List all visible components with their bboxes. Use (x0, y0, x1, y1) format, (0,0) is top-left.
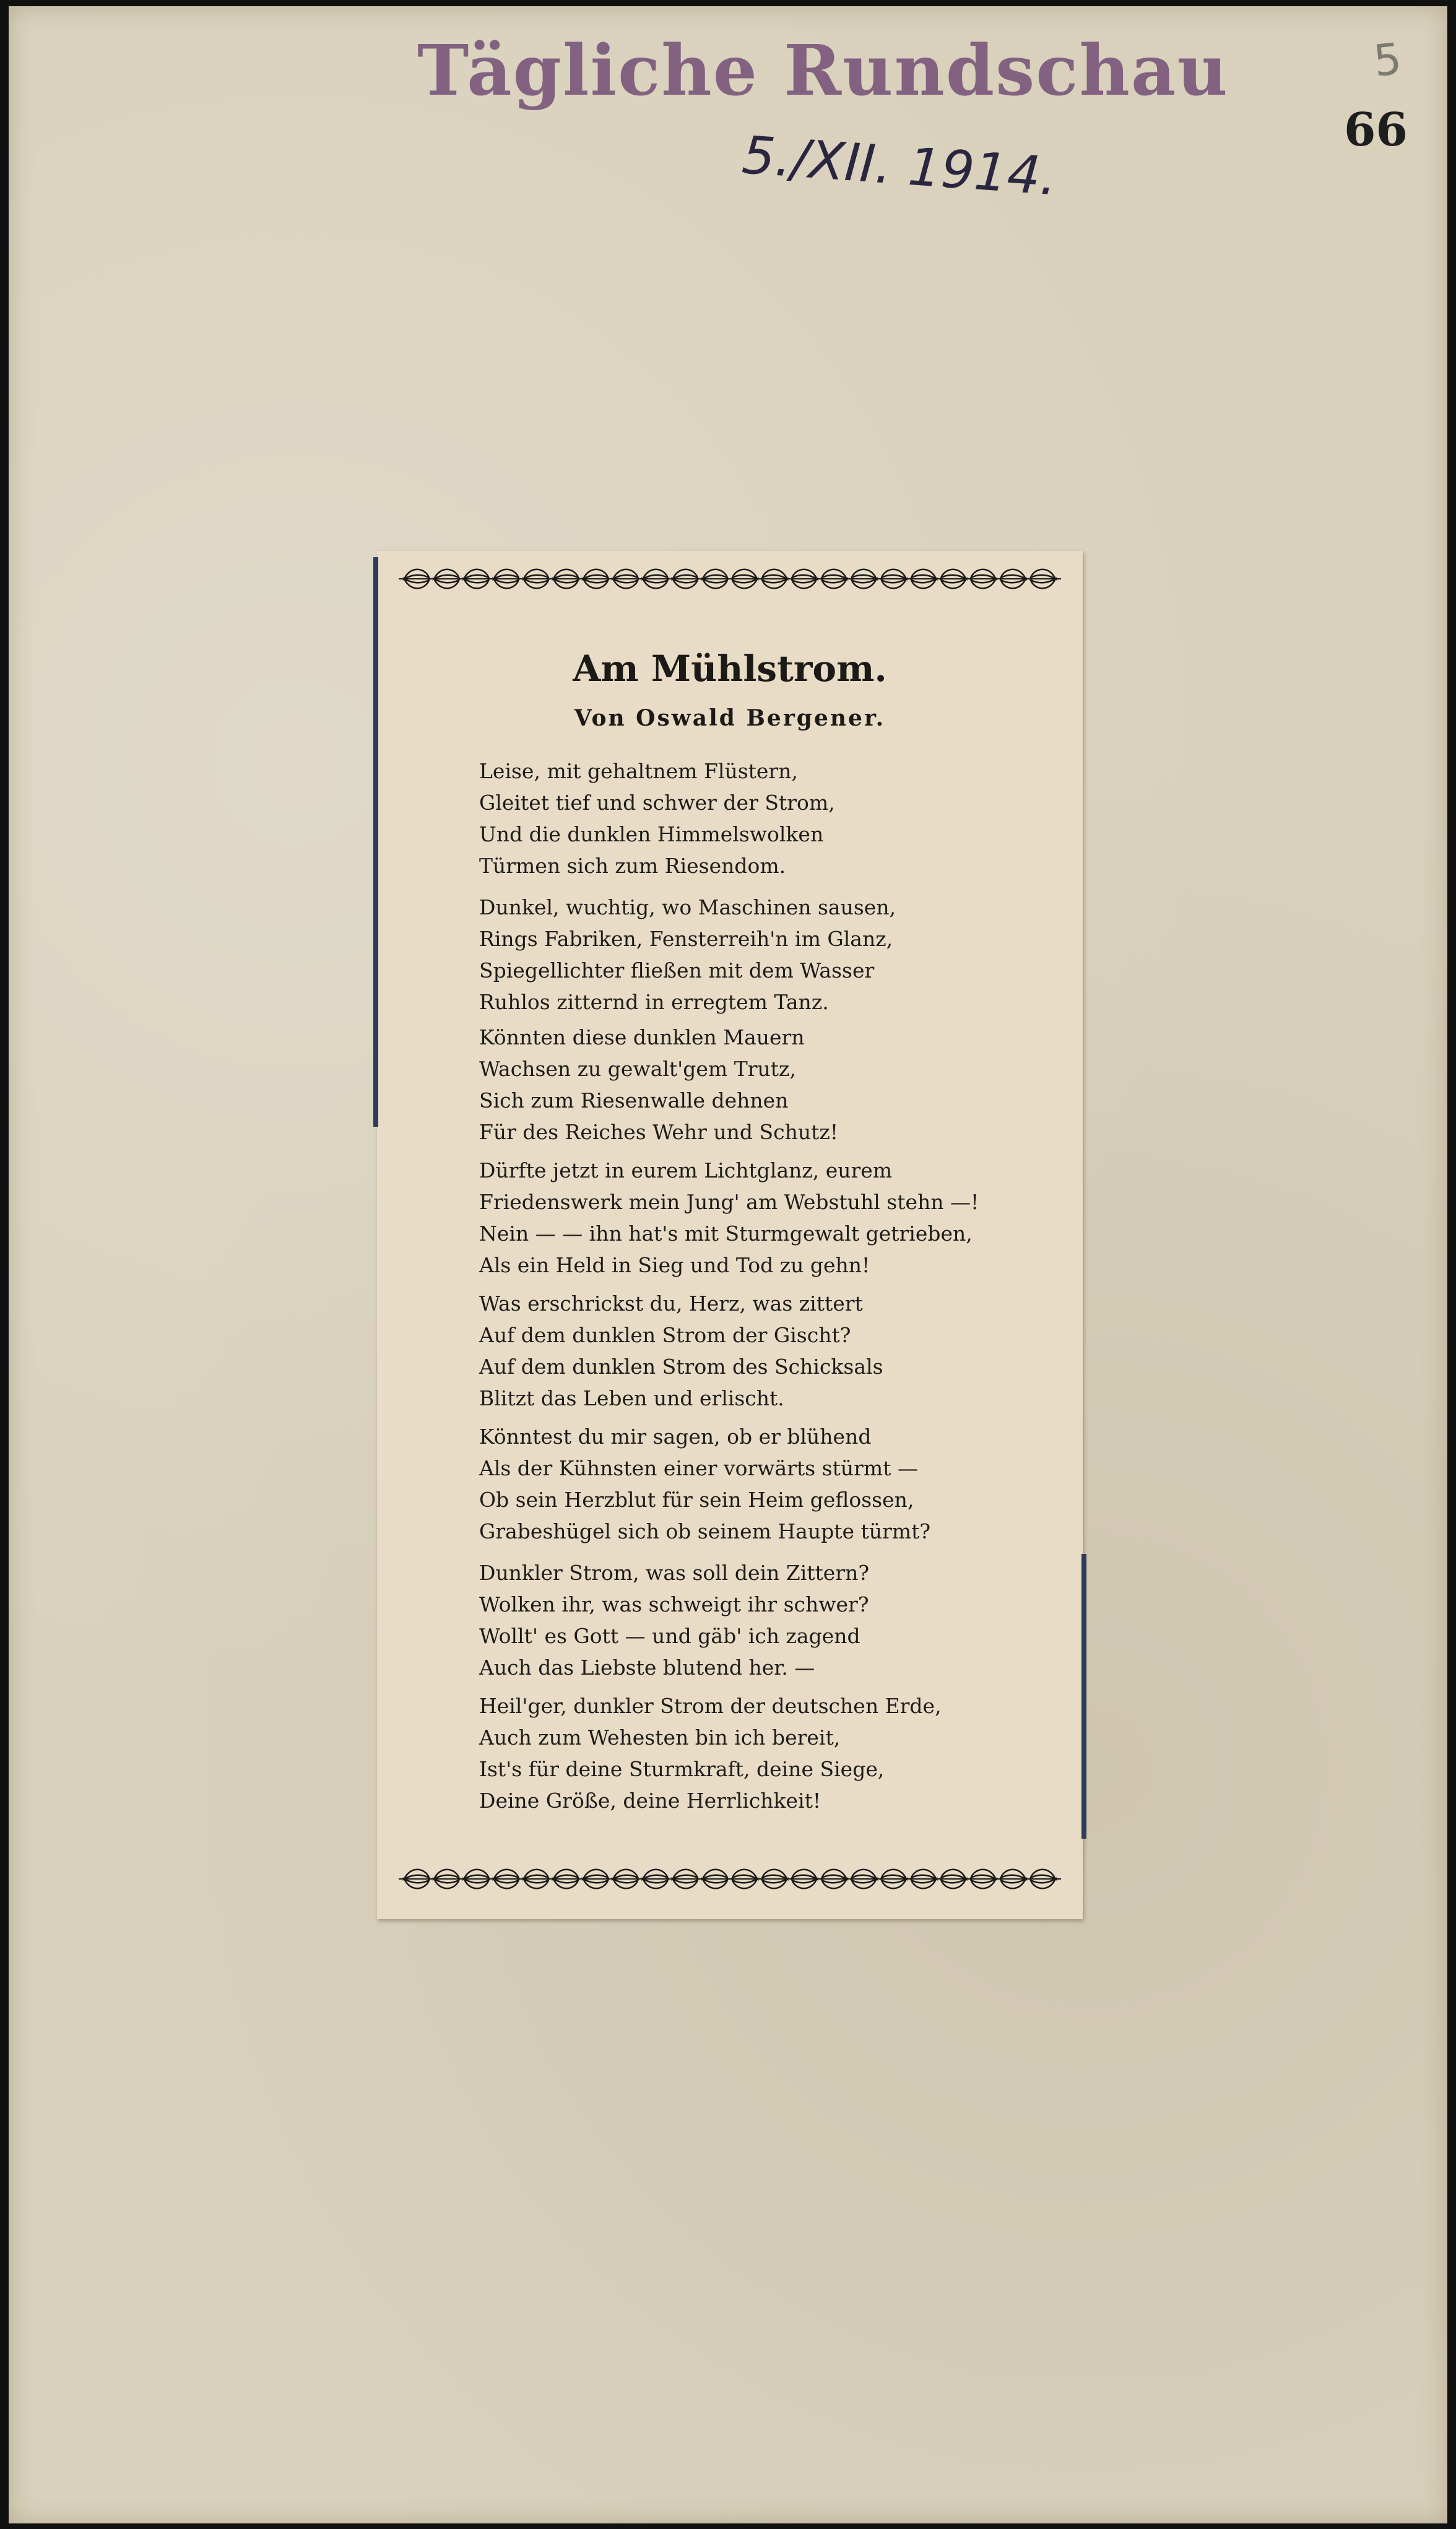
poem-line: Sich zum Riesenwalle dehnen (479, 1088, 789, 1113)
poem-line: Dunkler Strom, was soll dein Zittern? (479, 1561, 870, 1585)
poem-line: Könnten diese dunklen Mauern (479, 1025, 805, 1049)
poem-line: Dürfte jetzt in eurem Lichtglanz, eurem (479, 1158, 893, 1182)
poem-line: Blitzt das Leben und erlischt. (479, 1386, 784, 1410)
poem-line: Auf dem dunklen Strom des Schicksals (479, 1355, 883, 1379)
poem-line: Heil'ger, dunkler Strom der deutschen Erde, (479, 1694, 942, 1718)
page-number: 66 (1344, 103, 1408, 157)
poem-line: Auch zum Wehesten bin ich bereit, (479, 1725, 841, 1750)
poem-line: Friedenswerk mein Jung' am Webstuhl stehn —! (479, 1190, 979, 1214)
poem-line: Spiegellichter fließen mit dem Wasser (479, 958, 875, 983)
stanza-5 (479, 1288, 1061, 1414)
stanza-4 (479, 1155, 1061, 1281)
poem-line: Wachsen zu gewalt'gem Trutz, (479, 1057, 796, 1081)
poem-line: Grabeshügel sich ob seinem Haupte türmt? (479, 1519, 931, 1543)
stanza-6 (479, 1421, 1061, 1547)
poem-line: Nein — — ihn hat's mit Sturmgewalt getrieben, (479, 1221, 973, 1246)
poem-line: Könntest du mir sagen, ob er blühend (479, 1425, 872, 1449)
poem-line: Auf dem dunklen Strom der Gischt? (479, 1323, 851, 1347)
poem-line: Und die dunklen Himmelswolken (479, 822, 824, 846)
poem-line: Ruhlos zitternd in erregtem Tanz. (479, 990, 829, 1014)
poem-line: Wolken ihr, was schweigt ihr schwer? (479, 1592, 869, 1616)
poem-line: Rings Fabriken, Fensterreih'n im Glanz, (479, 927, 893, 951)
poem-line: Was erschrickst du, Herz, was zittert (479, 1291, 863, 1316)
stanza-3 (479, 1022, 1061, 1148)
ornament-border-bottom (392, 1860, 1067, 1898)
stanza-7 (479, 1557, 1061, 1683)
stanza-2 (479, 891, 1061, 1018)
newspaper-clipping (377, 551, 1083, 1919)
poem-title: Am Mühlstrom. (573, 648, 887, 690)
poem-line: Wollt' es Gott — und gäb' ich zagend (479, 1624, 860, 1648)
newspaper-stamp: Tägliche Rundschau (417, 30, 1229, 111)
clipping-edge-right (1081, 1554, 1086, 1839)
poem-line: Auch das Liebste blutend her. — (479, 1655, 815, 1680)
poem-line: Ob sein Herzblut für sein Heim geflossen, (479, 1488, 914, 1512)
poem-line: Leise, mit gehaltnem Flüstern, (479, 759, 798, 783)
poem-line: Dunkel, wuchtig, wo Maschinen sausen, (479, 895, 896, 919)
ornament-border-top (392, 560, 1067, 597)
stanza-8 (479, 1690, 1061, 1816)
poem-author: Von Oswald Bergener. (574, 705, 886, 731)
poem-line: Ist's für deine Sturmkraft, deine Siege, (479, 1757, 885, 1781)
pencil-mark: 5 (1371, 33, 1404, 87)
handwritten-date: 5./XII. 1914. (740, 124, 1059, 207)
poem-line: Als ein Held in Sieg und Tod zu gehn! (479, 1253, 870, 1277)
poem-line: Türmen sich zum Riesendom. (479, 854, 786, 878)
clipping-edge-left (373, 557, 378, 1127)
poem-line: Als der Kühnsten einer vorwärts stürmt — (479, 1456, 918, 1480)
poem-line: Gleitet tief und schwer der Strom, (479, 791, 835, 815)
archive-sheet (9, 6, 1447, 2523)
stanza-1 (479, 755, 1061, 882)
poem-line: Deine Größe, deine Herrlichkeit! (479, 1789, 821, 1813)
poem-line: Für des Reiches Wehr und Schutz! (479, 1120, 839, 1144)
